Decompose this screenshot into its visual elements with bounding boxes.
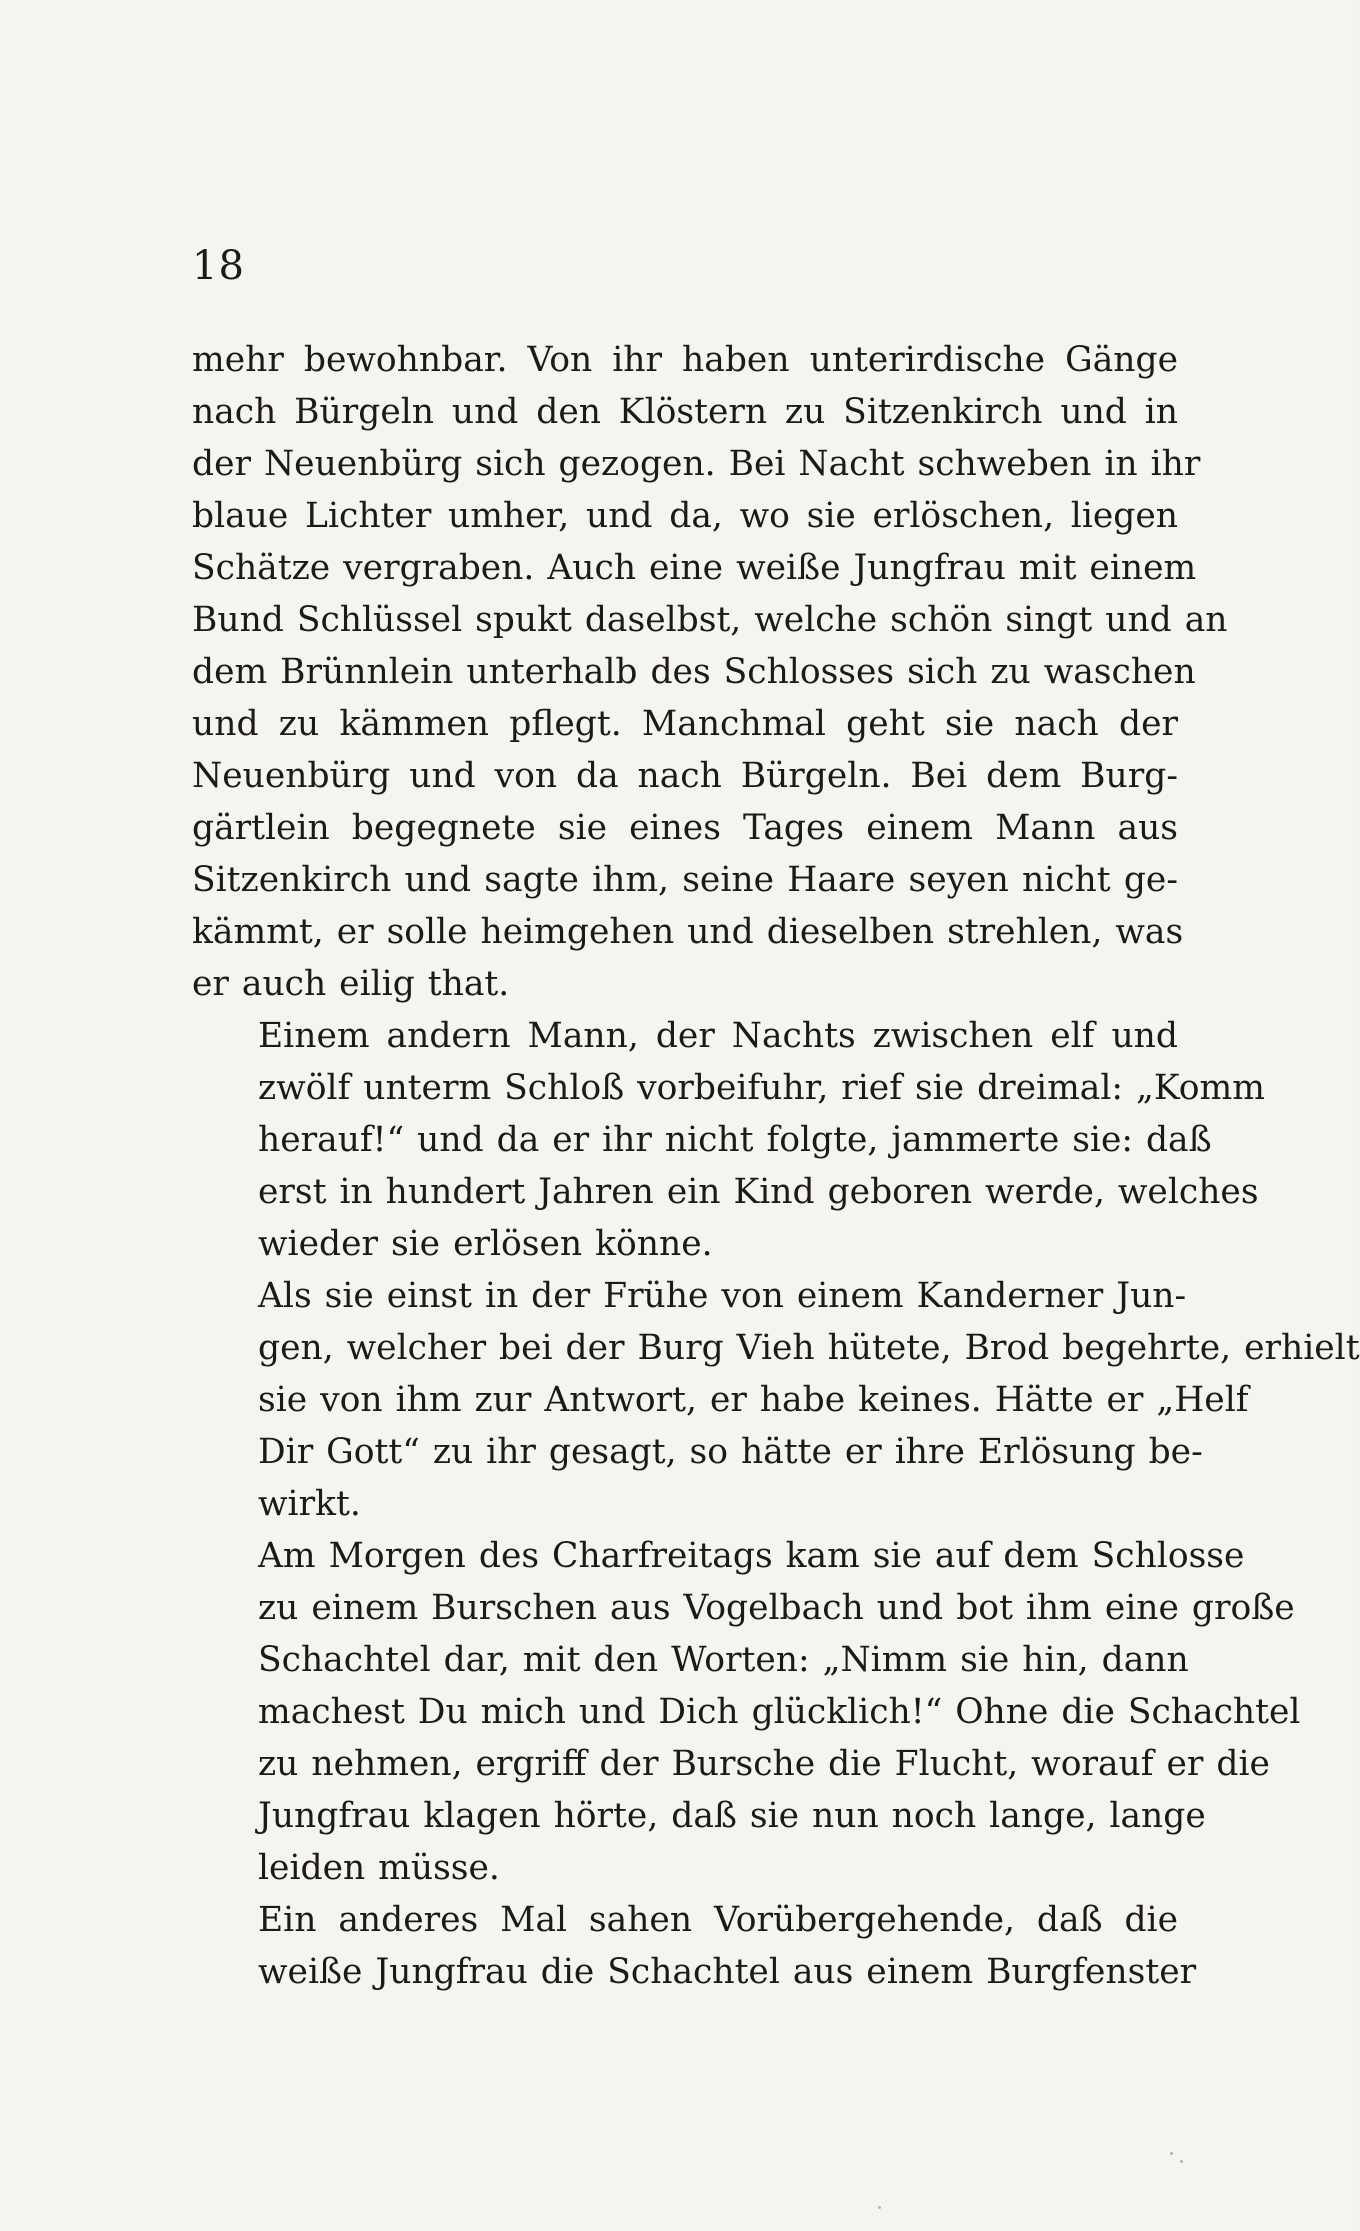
text-line: Jungfrau klagen hörte, daß sie nun noch lange, lange [258, 1796, 1206, 1836]
text-line: leiden müsse. [258, 1848, 500, 1888]
text-line: weiße Jungfrau die Schachtel aus einem Burgfenster [258, 1952, 1197, 1992]
text-line: gen, welcher bei der Burg Vieh hütete, Brod begehrte, erhielt [258, 1328, 1360, 1368]
paragraph [192, 1010, 1265, 1270]
text-line: Bund Schlüssel spukt daselbst, welche schön singt und an [192, 600, 1228, 640]
paper-speck [1170, 2152, 1173, 2155]
text-line: zu nehmen, ergriff der Bursche die Flucht, worauf er die [258, 1744, 1270, 1784]
text-line: der Neuenbürg sich gezogen. Bei Nacht schweben in ihr [192, 444, 1201, 484]
text-line: Dir Gott“ zu ihr gesagt, so hätte er ihre Erlösung be- [258, 1432, 1203, 1472]
text-line: und zu kämmen pflegt. Manchmal geht sie nach der [192, 704, 1178, 744]
text-line: Sitzenkirch und sagte ihm, seine Haare seyen nicht ge- [192, 860, 1178, 900]
body-text [192, 334, 1360, 1998]
text-line: Schätze vergraben. Auch eine weiße Jungfrau mit einem [192, 548, 1197, 588]
text-line: wieder sie erlösen könne. [258, 1224, 713, 1264]
text-line: machest Du mich und Dich glücklich!“ Ohne die Schachtel [258, 1692, 1301, 1732]
text-line: wirkt. [258, 1484, 361, 1524]
text-line: dem Brünnlein unterhalb des Schlosses sich zu waschen [192, 652, 1196, 692]
paragraph [192, 1894, 1197, 1998]
text-line: nach Bürgeln und den Klöstern zu Sitzenkirch und in [192, 392, 1178, 432]
text-line: Am Morgen des Charfreitags kam sie auf dem Schlosse [258, 1536, 1245, 1576]
text-line: Einem andern Mann, der Nachts zwischen elf und [258, 1016, 1178, 1056]
text-line: Neuenbürg und von da nach Bürgeln. Bei dem Burg- [192, 756, 1178, 796]
text-line: gärtlein begegnete sie eines Tages einem Mann aus [192, 808, 1178, 848]
paragraph [192, 334, 1228, 1010]
text-line: blaue Lichter umher, und da, wo sie erlöschen, liegen [192, 496, 1178, 536]
text-line: Schachtel dar, mit den Worten: „Nimm sie hin, dann [258, 1640, 1189, 1680]
text-line: Als sie einst in der Frühe von einem Kanderner Jun- [258, 1276, 1187, 1316]
text-line: kämmt, er solle heimgehen und dieselben strehlen, was [192, 912, 1184, 952]
text-line: er auch eilig that. [192, 964, 510, 1004]
text-line: Ein anderes Mal sahen Vorübergehende, daß die [258, 1900, 1178, 1940]
paper-speck [1180, 2160, 1183, 2163]
text-line: sie von ihm zur Antwort, er habe keines. Hätte er „Helf [258, 1380, 1249, 1420]
text-line: mehr bewohnbar. Von ihr haben unterirdische Gänge [192, 340, 1178, 380]
paragraph [192, 1530, 1301, 1894]
page-number: 18 [192, 243, 245, 289]
text-line: herauf!“ und da er ihr nicht folgte, jammerte sie: daß [258, 1120, 1212, 1160]
paragraph [192, 1270, 1360, 1530]
text-line: zwölf unterm Schloß vorbeifuhr, rief sie dreimal: „Komm [258, 1068, 1265, 1108]
text-line: zu einem Burschen aus Vogelbach und bot ihm eine große [258, 1588, 1295, 1628]
text-line: erst in hundert Jahren ein Kind geboren werde, welches [258, 1172, 1259, 1212]
paper-speck [878, 2206, 881, 2209]
